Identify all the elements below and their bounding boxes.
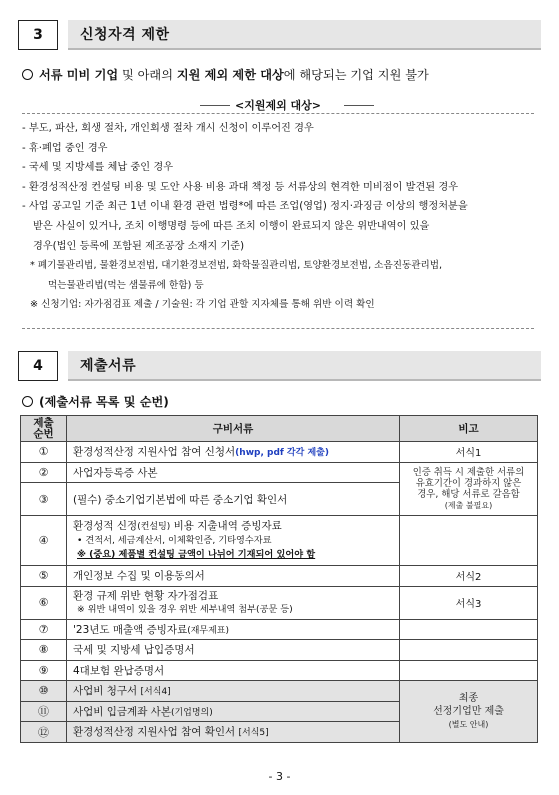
table-row: ⑤ 개인정보 수집 및 이용동의서 서식2 — [21, 566, 538, 587]
docs-heading-text: (제출서류 목록 및 순번) — [39, 395, 169, 409]
section-3-header — [18, 20, 541, 50]
table-row: ⑨ 4대보험 완납증명서 — [21, 660, 538, 681]
table-row: ⑫ 환경성적산정 지원사업 참여 확인서 [서식5] — [21, 722, 538, 743]
intro-part2: 및 아래의 — [118, 68, 177, 82]
exclusion-item-cont: 경우(법인 등록에 포함된 제조공장 소재지 기준) — [33, 240, 245, 252]
section-title: 제출서류 — [68, 351, 541, 381]
table-row: ⑥ 환경 규제 위반 현황 자가점검표 ※ 위반 내역이 있을 경우 위반 세부내역 첨부(공문 등) 서식3 — [21, 586, 538, 619]
exclusion-item: - 환경성적산정 컨설팅 비용 및 도안 사용 비용 과대 책정 등 서류상의 현격한 미비점이 발견된 경우 — [22, 181, 459, 193]
exclusion-item: - 부도, 파산, 회생 절차, 개인회생 절차 개시 신청이 이루어진 경우 — [22, 123, 314, 134]
table-row: ⑧ 국세 및 지방세 납입증명서 — [21, 640, 538, 661]
exclusion-list — [22, 119, 534, 315]
section-number: 3 — [18, 20, 58, 50]
exclusion-item: - 국세 및 지방세를 체납 중인 경우 — [22, 162, 174, 174]
table-row: ⑪ 사업비 입금계좌 사본(기업명의) — [21, 701, 538, 722]
intro-part1: 서류 미비 기업 — [39, 68, 119, 82]
documents-table — [20, 415, 538, 743]
intro-part3: 지원 제외 제한 대상 — [176, 68, 284, 82]
table-row: ⑦ '23년도 매출액 증빙자료(재무제표) — [21, 619, 538, 640]
remark-group-1: 인증 취득 시 제출한 서류의 유효기간이 경과하지 않은 경우, 해당 서류로 갈음함 (제출 불필요) — [400, 462, 538, 516]
intro-bullet — [22, 66, 429, 83]
col-header-name: 구비서류 — [67, 416, 400, 442]
docs-heading — [22, 393, 169, 410]
exclusion-item: - 사업 공고일 기준 최근 1년 이내 환경 관련 법령*에 따른 조업(영업) 정지·과징금 이상의 행정처분을 — [22, 201, 468, 213]
intro-part4: 에 해당되는 기업 지원 불가 — [283, 68, 429, 82]
section-number: 4 — [18, 351, 58, 381]
col-header-no: 제출 순번 — [21, 416, 67, 442]
exclusion-item-cont: 받은 사실이 있거나, 조치 이행명령 등에 따른 조치 이행이 완료되지 않은 위반내역이 있을 — [33, 220, 430, 232]
section-4-header — [18, 351, 541, 381]
col-header-remark: 비고 — [400, 416, 538, 442]
remark-group-2: 최종 선정기업만 제출 (별도 안내) — [400, 681, 538, 743]
exclusion-item: - 휴·폐업 중인 경우 — [22, 142, 108, 154]
table-row: ① 환경성적산정 지원사업 참여 신청서(hwp, pdf 각각 제출) 서식1 — [21, 442, 538, 463]
table-row: ② 사업자등록증 사본 인증 취득 시 제출한 서류의 유효기간이 경과하지 않은 경우, 해당 서류로 갈음함 (제출 불필요) — [21, 462, 538, 483]
circle-bullet-icon — [22, 69, 33, 80]
table-row: ③ (필수) 중소기업기본법에 따른 중소기업 확인서 — [21, 483, 538, 516]
section-title: 신청자격 제한 — [68, 20, 541, 50]
circle-bullet-icon — [22, 396, 33, 407]
exclusion-box — [22, 97, 534, 329]
law-note-line1: * 폐기물관리법, 물환경보전법, 대기환경보전법, 화학물질관리법, 토양환경보전법, 소음진동관리법, — [30, 260, 443, 272]
exclusion-heading: <지원제외 대상> — [234, 99, 322, 112]
table-row: ⑩ 사업비 청구서 [서식4] 최종 선정기업만 제출 (별도 안내) — [21, 681, 538, 702]
table-row: ④ 환경성적 신정(컨설팅) 비용 지출내역 증빙자료 • 견적서, 세금계산서, 이체확인증, 기타영수자료 ※ (중요) 제품별 컨설팅 금액이 나뉘어 기재되어 있어야 함 — [21, 516, 538, 566]
check-note: ※ 신청기업: 자가점검표 제출 / 기술원: 각 기업 관할 지자체를 통해 위반 이력 확인 — [30, 299, 375, 311]
law-note-line2: 먹는물관리법(먹는 샘물류에 한함) 등 — [48, 279, 204, 291]
page-number: - 3 - — [268, 770, 291, 783]
